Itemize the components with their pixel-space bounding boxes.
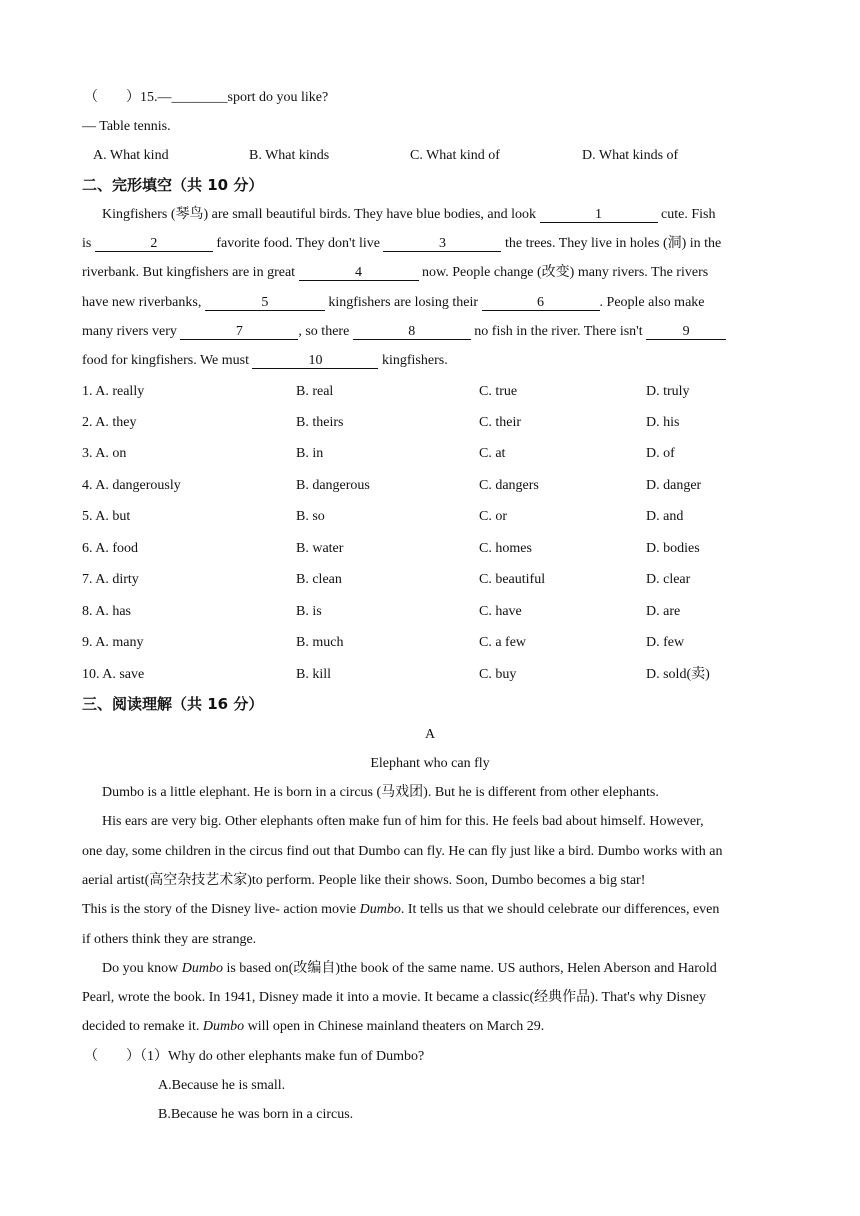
- movie-title: Dumbo: [359, 902, 401, 917]
- paragraph-4-line-1: [102, 960, 717, 978]
- cloze-blank-2: 2: [95, 236, 213, 252]
- answer-paren: （ ）: [84, 90, 140, 105]
- paragraph-3-line-1: [82, 901, 719, 919]
- option-4a: 4. A. dangerously: [82, 478, 181, 493]
- option-10d: D. sold(卖): [646, 667, 710, 682]
- section-heading-reading: 三、阅读理解（共 16 分）: [82, 695, 264, 713]
- cloze-blank-6: 6: [482, 295, 600, 311]
- q15-option-c: C. What kind of: [410, 148, 500, 163]
- passage-text: many rivers very: [82, 324, 177, 339]
- option-6d: D. bodies: [646, 541, 700, 556]
- option-7b: B. clean: [296, 572, 342, 587]
- passage-text: have new riverbanks,: [82, 295, 202, 310]
- option-10c: C. buy: [479, 667, 517, 682]
- passage-text: . It tells us that we should celebrate our differences, even: [400, 902, 720, 917]
- movie-title: Dumbo: [181, 961, 223, 976]
- option-5d: D. and: [646, 509, 684, 524]
- q15-stem: [84, 89, 328, 107]
- cloze-blank-4: 4: [299, 265, 419, 281]
- paragraph-2-line-2: one day, some children in the circus find out that Dumbo can fly. He can fly just like a bird. Dumbo works with an: [82, 844, 723, 859]
- option-8d: D. are: [646, 604, 681, 619]
- paragraph-1: Dumbo is a little elephant. He is born in a circus (马戏团). But he is different from other elephants.: [102, 785, 659, 800]
- passage-text: kingfishers are losing their: [328, 295, 479, 310]
- option-3a: 3. A. on: [82, 446, 127, 461]
- cloze-line-4: [82, 294, 705, 312]
- option-5c: C. or: [479, 509, 507, 524]
- q15-option-d: D. What kinds of: [582, 148, 679, 163]
- option-7a: 7. A. dirty: [82, 572, 139, 587]
- cloze-blank-5: 5: [205, 295, 325, 311]
- passage-text: now. People change (改变) many rivers. The rivers: [422, 265, 709, 280]
- option-5a: 5. A. but: [82, 509, 131, 524]
- question-text: sport do you like?: [227, 90, 329, 105]
- option-9b: B. much: [296, 635, 344, 650]
- cloze-blank-9: 9: [646, 324, 726, 340]
- reading-q1-option-a: A.Because he is small.: [158, 1078, 286, 1093]
- cloze-line-2: [82, 235, 721, 253]
- option-9c: C. a few: [479, 635, 527, 650]
- reading-question-1: [84, 1048, 424, 1066]
- option-8c: C. have: [479, 604, 522, 619]
- option-7c: C. beautiful: [479, 572, 546, 587]
- movie-title: Dumbo: [202, 1019, 245, 1034]
- option-2c: C. their: [479, 415, 521, 430]
- reading-q1-option-b: B.Because he was born in a circus.: [158, 1107, 354, 1122]
- option-1d: D. truly: [646, 384, 690, 399]
- option-1c: C. true: [479, 384, 518, 399]
- option-4d: D. danger: [646, 478, 702, 493]
- passage-text: , so there: [298, 324, 350, 339]
- option-4b: B. dangerous: [296, 478, 370, 493]
- passage-text: food for kingfishers. We must: [82, 353, 249, 368]
- passage-text: is: [82, 236, 92, 251]
- article-title: Elephant who can fly: [370, 756, 490, 771]
- cloze-blank-8: 8: [353, 324, 471, 340]
- cloze-line-5: [82, 323, 726, 341]
- option-3b: B. in: [296, 446, 324, 461]
- option-9d: D. few: [646, 635, 685, 650]
- cloze-blank-7: 7: [180, 324, 298, 340]
- passage-text: kingfishers.: [381, 353, 448, 368]
- cloze-blank-3: 3: [383, 236, 501, 252]
- option-5b: B. so: [296, 509, 325, 524]
- passage-text: decided to remake it.: [82, 1019, 203, 1034]
- passage-text: the trees. They live in holes (洞) in the: [504, 236, 722, 251]
- paragraph-3-line-2: if others think they are strange.: [82, 932, 257, 947]
- option-1b: B. real: [296, 384, 334, 399]
- cloze-line-3: [82, 264, 708, 282]
- passage-text: will open in Chinese mainland theaters on March 29.: [244, 1019, 545, 1034]
- q15-option-a: A. What kind: [93, 148, 169, 163]
- option-2b: B. theirs: [296, 415, 344, 430]
- q15-option-b: B. What kinds: [249, 148, 330, 163]
- passage-text: favorite food. They don't live: [216, 236, 380, 251]
- option-8b: B. is: [296, 604, 322, 619]
- passage-text: is based on(改编自)the book of the same name. US authors, Helen Aberson and Harold: [222, 961, 717, 976]
- option-7d: D. clear: [646, 572, 691, 587]
- paragraph-4-line-2: Pearl, wrote the book. In 1941, Disney made it into a movie. It became a classic(经典作品). That's why Disney: [82, 990, 706, 1005]
- paragraph-2-line-1: His ears are very big. Other elephants often make fun of him for this. He feels bad about himself. However,: [102, 814, 704, 829]
- answer-blank: ________: [171, 90, 228, 105]
- option-6b: B. water: [296, 541, 344, 556]
- option-6c: C. homes: [479, 541, 532, 556]
- question-text: （1）Why do other elephants make fun of Dumbo?: [140, 1049, 425, 1064]
- option-10b: B. kill: [296, 667, 332, 682]
- option-1a: 1. A. really: [82, 384, 145, 399]
- option-8a: 8. A. has: [82, 604, 131, 619]
- passage-text: cute. Fish: [661, 207, 716, 222]
- cloze-blank-1: 1: [540, 207, 658, 223]
- option-4c: C. dangers: [479, 478, 539, 493]
- cloze-line-1: [102, 206, 715, 224]
- option-9a: 9. A. many: [82, 635, 144, 650]
- option-2d: D. his: [646, 415, 680, 430]
- option-6a: 6. A. food: [82, 541, 138, 556]
- passage-text: This is the story of the Disney live- action movie: [82, 902, 360, 917]
- question-number: 15.: [140, 90, 158, 105]
- option-2a: 2. A. they: [82, 415, 137, 430]
- option-3d: D. of: [646, 446, 675, 461]
- passage-text: Kingfishers (琴鸟) are small beautiful birds. They have blue bodies, and look: [102, 207, 537, 222]
- section-heading-cloze: 二、完形填空（共 10 分）: [82, 176, 264, 194]
- answer-paren: （ ）: [84, 1049, 140, 1064]
- dash: —: [157, 90, 172, 105]
- passage-text: Do you know: [102, 961, 182, 976]
- option-10a: 10. A. save: [82, 667, 145, 682]
- option-3c: C. at: [479, 446, 506, 461]
- passage-label: A: [424, 727, 436, 742]
- passage-text: . People also make: [599, 295, 705, 310]
- paragraph-2-line-3: aerial artist(高空杂技艺术家)to perform. People like their shows. Soon, Dumbo becomes a big star!: [82, 873, 646, 888]
- passage-text: riverbank. But kingfishers are in great: [82, 265, 296, 280]
- q15-answer: — Table tennis.: [82, 119, 171, 134]
- paragraph-4-line-3: [82, 1018, 544, 1036]
- cloze-blank-10: 10: [252, 353, 378, 369]
- passage-text: no fish in the river. There isn't: [474, 324, 643, 339]
- cloze-line-6: [82, 352, 448, 370]
